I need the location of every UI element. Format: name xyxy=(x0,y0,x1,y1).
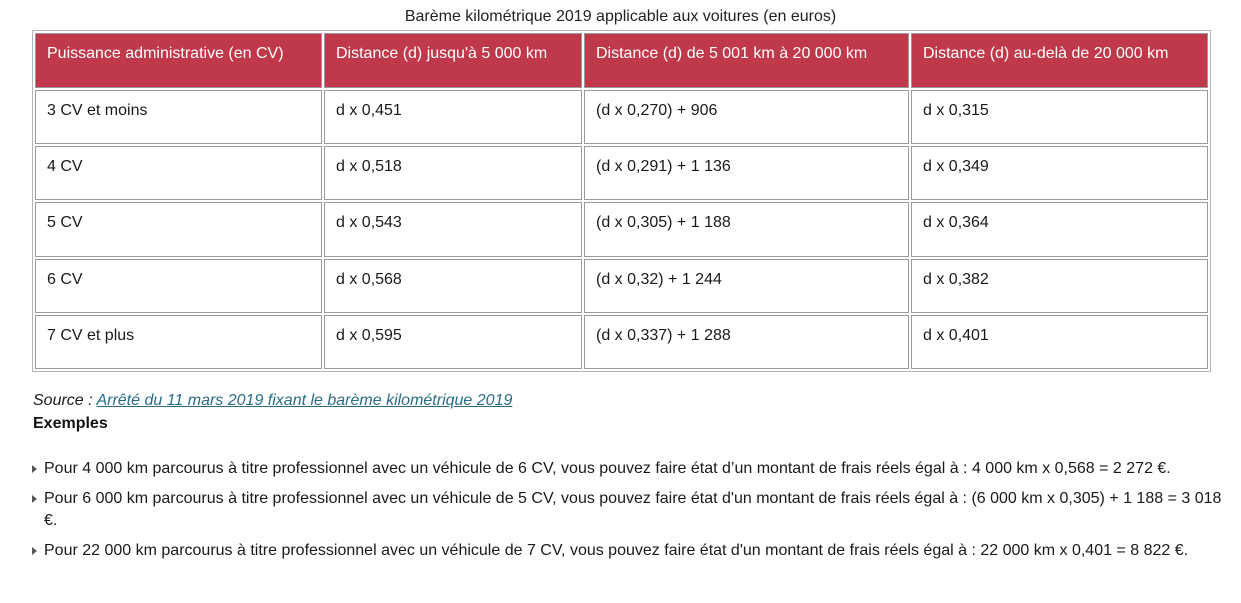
table-cell: d x 0,518 xyxy=(324,146,582,200)
source-line xyxy=(33,392,512,410)
list-item xyxy=(30,488,1225,532)
table-cell: 3 CV et moins xyxy=(35,90,322,144)
header-distance-5000: Distance (d) jusqu'à 5 000 km xyxy=(324,33,582,88)
triangle-bullet-icon xyxy=(32,547,37,555)
bareme-table xyxy=(32,30,1211,372)
table-cell: d x 0,543 xyxy=(324,202,582,256)
table-cell: d x 0,451 xyxy=(324,90,582,144)
triangle-bullet-icon xyxy=(32,465,37,473)
table-cell: d x 0,364 xyxy=(911,202,1208,256)
table-row xyxy=(35,259,1208,313)
table-cell: (d x 0,291) + 1 136 xyxy=(584,146,909,200)
list-item xyxy=(30,540,1225,562)
example-text: Pour 22 000 km parcourus à titre professionnel avec un véhicule de 7 CV, vous pouvez faire état d'un montant de frais réels égal à : 22 000 km x 0,401 = 8 822 €. xyxy=(44,542,1189,559)
table-row xyxy=(35,146,1208,200)
examples-heading: Exemples xyxy=(33,415,108,432)
table-row xyxy=(35,315,1208,369)
header-distance-5001-20000: Distance (d) de 5 001 km à 20 000 km xyxy=(584,33,909,88)
table-cell: d x 0,568 xyxy=(324,259,582,313)
list-item xyxy=(30,458,1225,480)
example-text: Pour 6 000 km parcourus à titre professionnel avec un véhicule de 5 CV, vous pouvez faire état d'un montant de frais réels égal à : (6 000 km x 0,305) + 1 188 = 3 018 €. xyxy=(44,490,1222,529)
table-cell: 7 CV et plus xyxy=(35,315,322,369)
header-puissance: Puissance administrative (en CV) xyxy=(35,33,322,88)
table-caption: Barème kilométrique 2019 applicable aux voitures (en euros) xyxy=(404,8,837,25)
table-cell: d x 0,401 xyxy=(911,315,1208,369)
table-cell: 4 CV xyxy=(35,146,322,200)
table-cell: (d x 0,32) + 1 244 xyxy=(584,259,909,313)
table-cell: 5 CV xyxy=(35,202,322,256)
table-cell: (d x 0,270) + 906 xyxy=(584,90,909,144)
source-label: Source : xyxy=(33,392,97,409)
table-cell: d x 0,315 xyxy=(911,90,1208,144)
table-cell: d x 0,382 xyxy=(911,259,1208,313)
table-header-row xyxy=(35,33,1208,88)
source-link[interactable]: Arrêté du 11 mars 2019 fixant le barème kilométrique 2019 xyxy=(96,392,513,409)
header-distance-20000-plus: Distance (d) au-delà de 20 000 km xyxy=(911,33,1208,88)
table-cell: 6 CV xyxy=(35,259,322,313)
table-row xyxy=(35,90,1208,144)
examples-list xyxy=(30,458,1225,570)
table-cell: d x 0,595 xyxy=(324,315,582,369)
table-cell: (d x 0,337) + 1 288 xyxy=(584,315,909,369)
table-cell: d x 0,349 xyxy=(911,146,1208,200)
table-cell: (d x 0,305) + 1 188 xyxy=(584,202,909,256)
example-text: Pour 4 000 km parcourus à titre professionnel avec un véhicule de 6 CV, vous pouvez faire état d’un montant de frais réels égal à : 4 000 km x 0,568 = 2 272 €. xyxy=(44,460,1171,477)
table-row xyxy=(35,202,1208,256)
triangle-bullet-icon xyxy=(32,495,37,503)
